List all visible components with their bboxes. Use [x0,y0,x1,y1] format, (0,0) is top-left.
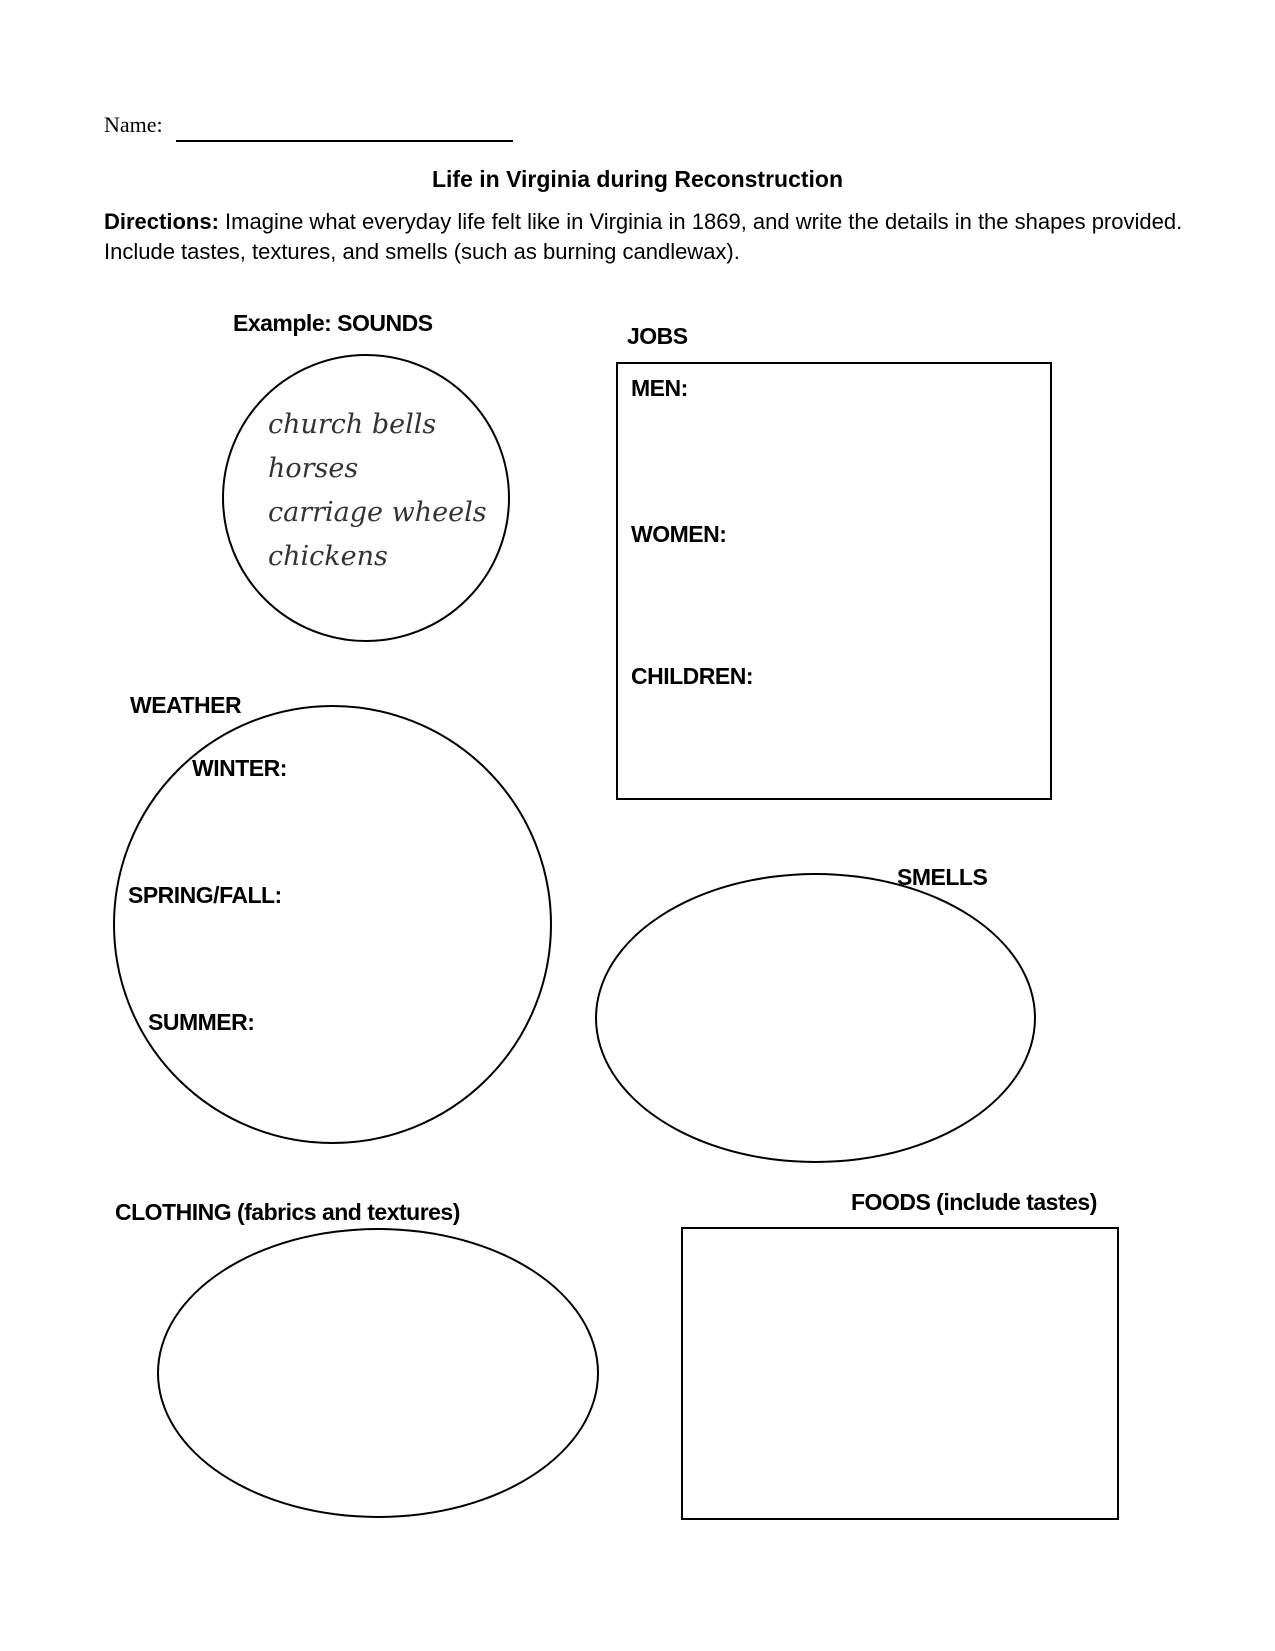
weather-label: WEATHER [130,692,242,718]
jobs-label: JOBS [627,323,688,349]
jobs-women-label: WOMEN: [631,521,727,547]
weather-spring-fall-label: SPRING/FALL: [128,882,282,908]
sounds-item: chickens [268,541,388,572]
jobs-men-label: MEN: [631,375,688,401]
smells-label: SMELLS [897,864,988,890]
sounds-item: carriage wheels [268,497,487,528]
weather-summer-label: SUMMER: [148,1009,255,1035]
clothing-label: CLOTHING (fabrics and textures) [115,1199,460,1225]
foods-label: FOODS (include tastes) [851,1189,1097,1215]
sounds-item: church bells [268,409,437,440]
sounds-item: horses [268,453,359,484]
name-label: Name: [104,112,163,137]
smells-ellipse[interactable] [595,873,1036,1163]
weather-winter-label: WINTER: [192,755,287,781]
sounds-label: Example: SOUNDS [233,310,433,336]
jobs-children-label: CHILDREN: [631,663,753,689]
directions-text: Imagine what everyday life felt like in Virginia in 1869, and write the details in the shapes provided. Include tastes, textures, and smells (such as burning candlewax). [104,209,1183,264]
directions [104,207,1204,267]
name-field-line[interactable] [176,140,513,142]
foods-box[interactable] [681,1227,1119,1520]
page-title: Life in Virginia during Reconstruction [431,166,844,192]
weather-circle[interactable] [113,705,552,1144]
jobs-box[interactable] [616,362,1052,800]
directions-label: Directions: [104,209,219,234]
clothing-ellipse[interactable] [157,1228,599,1518]
